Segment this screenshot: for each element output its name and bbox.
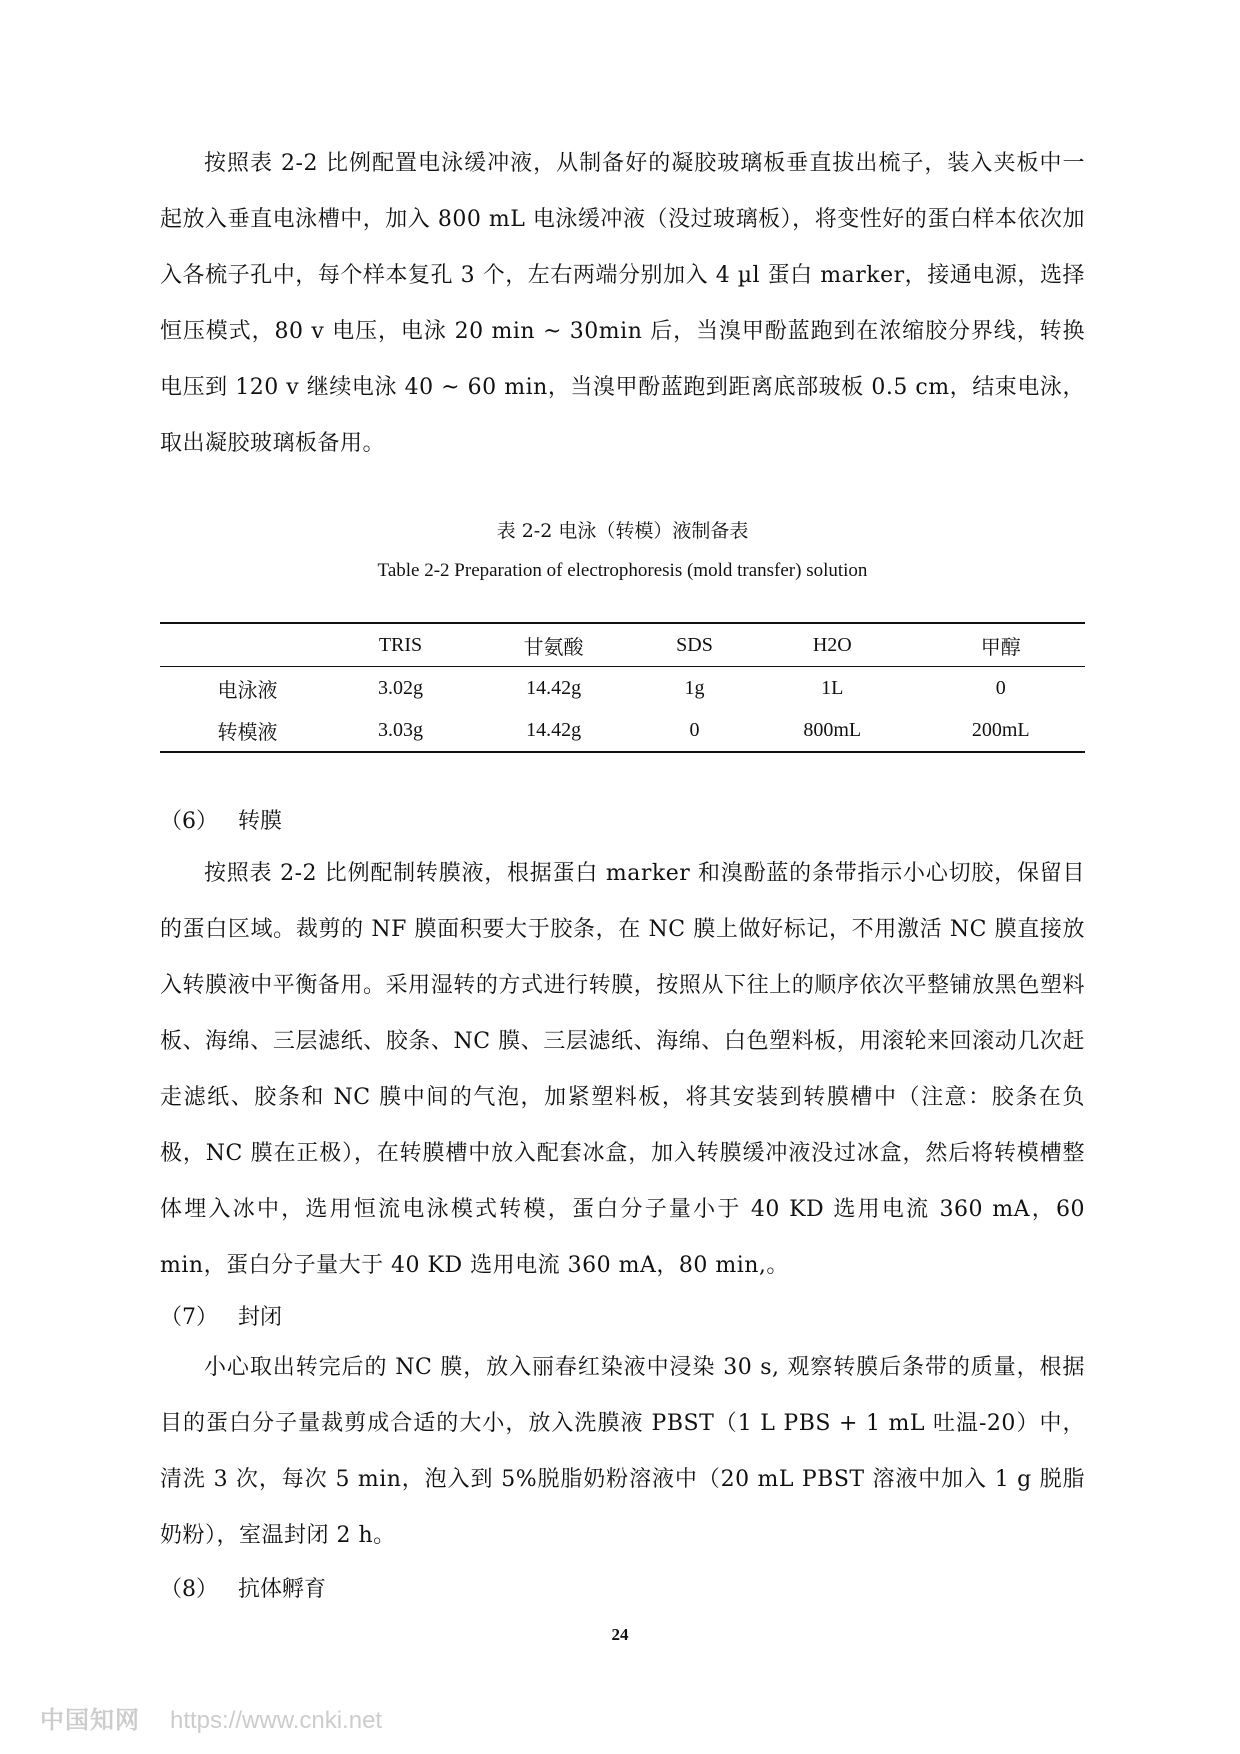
section-heading-7 — [160, 1298, 282, 1338]
section-number: （8） — [160, 1577, 218, 1602]
cnki-url: https://www.cnki.net — [170, 1707, 383, 1734]
page-number: 24 — [611, 1625, 629, 1644]
table-cell: 200mL — [971, 718, 1030, 741]
table-header-cell: 甘氨酸 — [523, 634, 584, 659]
table-header-cell: 甲醇 — [980, 634, 1021, 659]
table-header-row — [160, 623, 1085, 667]
preparation-table — [160, 622, 1085, 753]
table-caption-chinese: 表 2-2 电泳（转模）液制备表 — [496, 520, 749, 542]
section-title: 封闭 — [238, 1305, 283, 1330]
section-title: 转膜 — [238, 809, 283, 834]
table-row — [160, 667, 1085, 710]
table-cell: 800mL — [803, 718, 862, 741]
table-cell: 14.42g — [526, 718, 582, 741]
paragraph-blocking: 小心取出转完后的 NC 膜，放入丽春红染液中浸染 30 s, 观察转膜后条带的质量，根据目的蛋白分子量裁剪成合适的大小，放入洗膜液 PBST（1 L PBS + 1 mL 吐温-20）中，清洗 3 次，每次 5 min，泡入到 5%脱脂奶粉溶液中（20 mL PBST 溶液中加入 1 g 脱脂奶粉），室温封闭 2 h。 — [160, 1355, 1085, 1548]
table-cell: 1g — [684, 676, 705, 699]
table-row — [160, 709, 1085, 752]
table-cell: 0 — [689, 718, 700, 741]
table-header-cell: TRIS — [378, 633, 423, 656]
table-row-label: 转模液 — [217, 719, 278, 744]
table-cell: 1L — [821, 676, 844, 699]
table-cell: 3.02g — [378, 676, 424, 699]
section-number: （7） — [160, 1305, 218, 1330]
cnki-watermark — [40, 1700, 382, 1735]
table-header-cell: H2O — [812, 633, 852, 656]
table-row-label: 电泳液 — [217, 677, 278, 702]
table-caption-english: Table 2-2 Preparation of electrophoresis (mold transfer) solution — [377, 560, 868, 581]
table-cell: 0 — [995, 676, 1006, 699]
table-cell: 3.03g — [378, 718, 424, 741]
cnki-logo: 中国知网 — [40, 1707, 140, 1734]
section-number: （6） — [160, 809, 218, 834]
table-header-cell — [160, 623, 335, 667]
paragraph-electrophoresis: 按照表 2-2 比例配置电泳缓冲液，从制备好的凝胶玻璃板垂直拔出梳子，装入夹板中一起放入垂直电泳槽中，加入 800 mL 电泳缓冲液（没过玻璃板），将变性好的蛋白样本依次加入各梳子孔中，每个样本复孔 3 个，左右两端分别加入 4 µl 蛋白 marker，接通电源，选择恒压模式，80 v 电压，电泳 20 min ~ 30min 后，当溴甲酚蓝跑到在浓缩胶分界线，转换电压到 120 v 继续电泳 40 ~ 60 min，当溴甲酚蓝跑到距离底部玻板 0.5 cm，结束电泳，取出凝胶玻璃板备用。 — [160, 151, 1085, 456]
paragraph-membrane-transfer: 按照表 2-2 比例配制转膜液，根据蛋白 marker 和溴酚蓝的条带指示小心切胶，保留目的蛋白区域。裁剪的 NF 膜面积要大于胶条，在 NC 膜上做好标记，不用激活 NC 膜直接放入转膜液中平衡备用。采用湿转的方式进行转膜，按照从下往上的顺序依次平整铺放黑色塑料板、海绵、三层滤纸、胶条、NC 膜、三层滤纸、海绵、白色塑料板，用滚轮来回滚动几次赶走滤纸、胶条和 NC 膜中间的气泡，加紧塑料板，将其安装到转膜槽中（注意：胶条在负极，NC 膜在正极），在转膜槽中放入配套冰盒，加入转膜缓冲液没过冰盒，然后将转模槽整体埋入冰中，选用恒流电泳模式转模，蛋白分子量小于 40 KD 选用电流 360 mA，60 min，蛋白分子量大于 40 KD 选用电流 360 mA，80 min,。 — [160, 861, 1085, 1278]
table-cell: 14.42g — [526, 676, 582, 699]
table-header-cell: SDS — [676, 633, 713, 656]
section-heading-6 — [160, 802, 282, 842]
section-title: 抗体孵育 — [238, 1577, 327, 1602]
section-heading-8 — [160, 1570, 326, 1610]
